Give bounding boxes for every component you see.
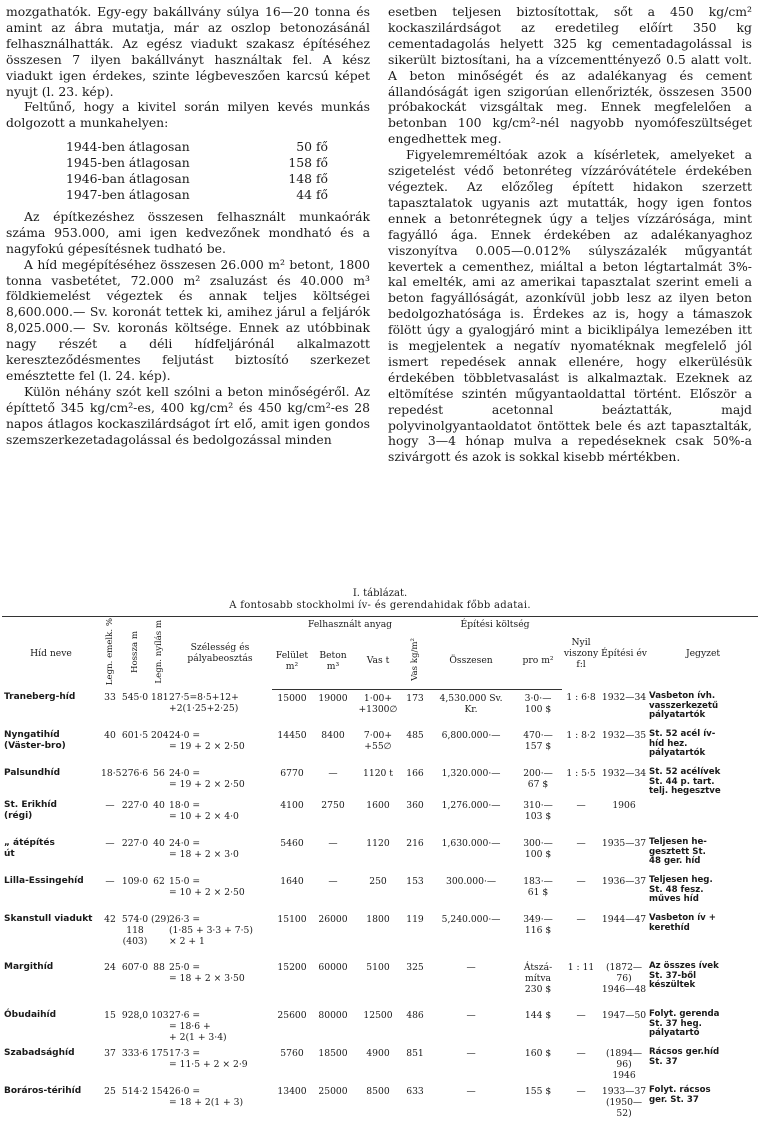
cell-total: 4,530.000 Sv. Kr. xyxy=(439,692,503,715)
header-ratio: Nyil viszony f:l xyxy=(562,617,600,690)
cell-length: 276·6 xyxy=(121,768,149,780)
cell-steel-per: 119 xyxy=(406,913,424,925)
cell-width: 15·0 = = 10 + 2 × 2·50 xyxy=(169,875,245,898)
cell-length: 109·0 xyxy=(121,875,149,887)
cell-length: 227·0 xyxy=(121,837,149,849)
stats-row xyxy=(66,155,328,171)
cell-steel-per: 166 xyxy=(406,768,424,780)
cell-ratio: — xyxy=(576,1047,586,1059)
cell-concrete: 25000 xyxy=(318,1085,348,1097)
cell-width: 24·0 = = 18 + 2 × 3·0 xyxy=(169,837,239,860)
cell-note: Teljesen heg. St. 48 fesz. műves híd xyxy=(649,874,713,905)
cell-surface: 5460 xyxy=(280,837,304,849)
cell-surface: 14450 xyxy=(277,730,307,742)
cell-surface: 4100 xyxy=(280,799,304,811)
table-row xyxy=(2,765,758,797)
cell-incline: 37 xyxy=(104,1047,116,1059)
body-text xyxy=(6,4,756,576)
cell-span: 62 xyxy=(153,875,165,887)
cell-name: Nyngatihíd (Väster-bro) xyxy=(4,730,66,752)
cell-note: Az összes ívek St. 37-ből készültek xyxy=(649,960,719,991)
bridges-table xyxy=(2,616,758,1121)
table-row xyxy=(2,873,758,911)
cell-total: 300.000·— xyxy=(445,875,497,887)
stats-label: 1946-ban átlagosan xyxy=(66,171,190,187)
table-caption xyxy=(0,588,760,612)
header-span: Legn. nyílás m xyxy=(150,617,168,690)
stats-label: 1947-ben átlagosan xyxy=(66,186,190,202)
cell-total: 6,800.000·— xyxy=(441,730,501,742)
cell-year: (1872—76) 1946—48 xyxy=(601,961,647,995)
workers-stats xyxy=(66,139,328,203)
cell-width: 27·5=8·5+12+ +2(1·25+2·25) xyxy=(169,692,239,715)
cell-length: 545·0 xyxy=(121,692,149,704)
cell-steel: 250 xyxy=(369,875,387,887)
cell-width: 18·0 = = 10 + 2 × 4·0 xyxy=(169,799,239,822)
cell-surface: 25600 xyxy=(277,1009,307,1021)
cell-surface: 6770 xyxy=(280,768,304,780)
cell-total: 5,240.000·— xyxy=(441,913,501,925)
cell-name: Óbudaihíd xyxy=(4,1009,57,1020)
cell-concrete: 19000 xyxy=(318,692,348,704)
stats-value: 44 fő xyxy=(296,186,328,202)
cell-ratio: — xyxy=(576,799,586,811)
table-row xyxy=(2,835,758,873)
cell-note: St. 52 acélívek St. 44 p. tart. telj. hegesztve xyxy=(649,767,721,797)
paragraph: Az építkezéshez összesen felhasznált munkaórák száma 953.000, ami igen kedvezőnek mondható és a nagyfokú gépesítésnek tudható be. xyxy=(6,208,370,256)
cell-total: — xyxy=(466,1009,476,1021)
table-row xyxy=(2,1083,758,1121)
cell-ratio: — xyxy=(576,1085,586,1097)
stats-label: 1945-ben átlagosan xyxy=(66,155,190,171)
cell-width: 25·0 = = 18 + 2 × 3·50 xyxy=(169,961,245,984)
table-row xyxy=(2,911,758,959)
cell-per-m2: 349·— 116 $ xyxy=(523,913,553,936)
cell-surface: 15200 xyxy=(277,961,307,973)
cell-name: Szabadsághíd xyxy=(4,1047,75,1058)
right-column xyxy=(388,4,752,465)
cell-steel: 1600 xyxy=(366,799,390,811)
cell-total: — xyxy=(466,1047,476,1059)
cell-year: (1894—96) 1946 xyxy=(605,1047,643,1081)
stats-row xyxy=(66,171,328,187)
table-row xyxy=(2,1007,758,1045)
paragraph: Külön néhány szót kell szólni a beton minőségéről. Az építtető 345 kg/cm²-es, 400 kg/cm² és 450 kg/cm²-es 28 napos átlagos kockaszilárdságot írt elő, amit igen gondos szemszerkezetadagolással és bedolgozással minden xyxy=(6,383,370,447)
cell-concrete: 2750 xyxy=(321,799,345,811)
cell-concrete: 80000 xyxy=(318,1009,348,1021)
cell-concrete: — xyxy=(328,768,338,780)
cell-name: Traneberg-híd xyxy=(4,692,76,703)
cell-per-m2: 160 $ xyxy=(524,1047,552,1059)
table-title: A fontosabb stockholmi ív- és gerendahidak főbb adatai. xyxy=(229,600,531,611)
cell-steel-per: 325 xyxy=(406,961,424,973)
cell-incline: 25 xyxy=(104,1085,116,1097)
cell-steel-per: 486 xyxy=(406,1009,424,1021)
cell-per-m2: 470·— 157 $ xyxy=(523,730,553,753)
cell-span: 175 xyxy=(151,1047,169,1059)
cell-steel-per: 216 xyxy=(406,837,424,849)
cell-span: 181 xyxy=(151,692,169,704)
header-steel: Vas t xyxy=(354,632,402,689)
paragraph: esetben teljesen biztosítottak, sőt a 450 kg/cm² kockaszilárdságot az eredetileg előírt 350 kg cementadagolás helyett 325 kg cementadagolással is sikerült biztosítani, ha a vízcementtényező 0.5 alatt volt. A beton minőségét és az adalékanyag és cement állandóságát igen szigorúan ellenőrizték, összesen 3500 próbakockát vizsgáltak meg. Ennek megfelelően a betonban 100 kg/cm²-nél nagyobb nyomófeszültséget engedhettek meg. xyxy=(388,4,752,147)
cell-width: 17·3 = = 11·5 + 2 × 2·9 xyxy=(169,1047,248,1070)
cell-year: 1936—37 xyxy=(601,875,647,887)
cell-concrete: — xyxy=(328,875,338,887)
cell-name: Margithíd xyxy=(4,961,54,972)
stats-row xyxy=(66,187,328,203)
cell-width: 26·3 = (1·85 + 3·3 + 7·5) × 2 + 1 xyxy=(169,913,253,947)
cell-year: 1933—37 (1950—52) xyxy=(601,1085,647,1119)
cell-steel-per: 173 xyxy=(406,692,424,704)
header-surface: Felület m² xyxy=(272,632,312,689)
cell-steel-per: 851 xyxy=(406,1047,424,1059)
cell-per-m2: 300·— 100 $ xyxy=(523,837,553,860)
cell-name: „ átépítés út xyxy=(4,837,55,859)
cell-width: 24·0 = = 19 + 2 × 2·50 xyxy=(169,730,245,753)
header-note: Jegyzet xyxy=(648,617,758,690)
header-material-group: Felhasznált anyag xyxy=(272,617,428,633)
cell-concrete: — xyxy=(328,837,338,849)
paragraph: Feltűnő, hogy a kivitel során milyen kevés munkás dolgozott a munkahelyen: xyxy=(6,99,370,131)
cell-steel: 1800 xyxy=(366,913,390,925)
cell-width: 26·0 = = 18 + 2(1 + 3) xyxy=(169,1085,244,1108)
header-concrete: Beton m³ xyxy=(312,632,354,689)
cell-surface: 13400 xyxy=(277,1085,307,1097)
header-total: Összesen xyxy=(428,632,514,689)
cell-ratio: 1 : 11 xyxy=(567,961,595,973)
stats-value: 158 fő xyxy=(288,155,328,171)
cell-incline: 33 xyxy=(104,692,116,704)
cell-note: Vasbeton ívh. vasszerkezetű pályatartók xyxy=(649,691,719,721)
cell-per-m2: 155 $ xyxy=(524,1085,552,1097)
cell-incline: 24 xyxy=(104,961,116,973)
cell-length: 227·0 xyxy=(121,799,149,811)
cell-per-m2: Átszá- mítva 230 $ xyxy=(523,961,553,995)
cell-steel: 12500 xyxy=(363,1009,393,1021)
cell-year: 1906 xyxy=(612,799,636,811)
cell-span: (29) xyxy=(151,913,170,925)
stats-label: 1944-ben átlagosan xyxy=(66,139,190,155)
cell-steel-per: 153 xyxy=(406,875,424,887)
cell-year: 1932—35 xyxy=(601,730,647,742)
header-cost-group: Építési költség xyxy=(428,617,562,633)
cell-steel-per: 633 xyxy=(406,1085,424,1097)
cell-year: 1932—34 xyxy=(601,768,647,780)
cell-ratio: 1 : 6·8 xyxy=(566,692,596,704)
cell-length: 333·6 xyxy=(121,1047,149,1059)
cell-year: 1947—50 xyxy=(601,1009,647,1021)
table-row xyxy=(2,959,758,1007)
cell-concrete: 18500 xyxy=(318,1047,348,1059)
table-row xyxy=(2,727,758,765)
cell-surface: 5760 xyxy=(280,1047,304,1059)
stats-row xyxy=(66,139,328,155)
cell-span: 154 xyxy=(151,1085,169,1097)
paragraph: Figyelemreméltóak azok a kísérletek, amelyeket a szigetelést védő betonréteg vízzáróvátétele érdekében végeztek. Az előzőleg épített hidakon szerzett tapasztalatok ugyanis azt mutatták, hogy igen fontos ennek a betonrétegnek úgy a teljes vízzárósága, mint fagyálló ága. Ennek érdekében az adalékanyaghoz viszonyítva 0.005—0.012% súlyszázalék műgyantát kevertek a cementhez, miáltal a beton légtartalmát 3%-kal emelték, ami az amerikai tapasztalat szerint emeli a beton fagyállóságát, azonkívül jobb lesz az ilyen beton bedolgozhatósága is. Érdekes az is, hogy a támaszok fölött úgy a gyalogjáró mint a biciklipálya lemezében itt is megjelentek a negatív nyomatéknak megfelelő jól ismert repedések annak ellenére, hogy elkerülésük érdekében többletvasalást is alkalmaztak. Ezeknek az eltömítése szintén műgyantaoldattal történt. Először a repedést acetonnal beáztatták, majd polyvinolgyantaoldatot öntöttek bele és azt tapasztalták, hogy 3—4 hónap mulva a repedéseknek csak 50%-a szivárgott és azok is sokkal kisebb mértékben. xyxy=(388,147,752,465)
table-row xyxy=(2,797,758,835)
cell-surface: 15100 xyxy=(277,913,307,925)
table-row xyxy=(2,689,758,727)
cell-length: 607·0 xyxy=(121,961,149,973)
cell-steel: 1120 xyxy=(366,837,390,849)
cell-note: St. 52 acél ív- híd hez. pályatartók xyxy=(649,729,716,759)
cell-steel: 1120 t xyxy=(363,768,393,780)
cell-per-m2: 200·— 67 $ xyxy=(523,768,553,791)
cell-note: Rácsos ger.híd St. 37 xyxy=(649,1046,720,1067)
cell-concrete: 26000 xyxy=(318,913,348,925)
cell-ratio: — xyxy=(576,875,586,887)
cell-length: 574·0 118 (403) xyxy=(121,913,149,947)
cell-total: — xyxy=(466,1085,476,1097)
paragraph: mozgathatók. Egy-egy bakállvány súlya 16—20 tonna és amint az ábra mutatja, már az oszlop betonozásánál felhasználhatták. Az egész viadukt szakasz építéséhez összesen 7 ilyen bakállványt használtak fel. A kész viadukt igen érdekes, szinte légbeveszően karcsú képet nyujt (l. 23. kép). xyxy=(6,4,370,99)
paragraph: A híd megépítéséhez összesen 26.000 m² betont, 1800 tonna vasbetétet, 72.000 m² zsaluzást és 40.000 m³ földkiemelést végeztek és annak teljes költségei 8,600.000.— Sv. koronát tettek ki, amihez járul a feljárók 8,025.000.— Sv. koronás költsége. Ennek az utóbbinak nagy részét a déli hídfeljárónál alkalmazott kereszteződésmentes feljutást biztosító szerkezet emésztette fel (l. 24. kép). xyxy=(6,256,370,383)
cell-ratio: — xyxy=(576,837,586,849)
cell-total: 1,320.000·— xyxy=(441,768,501,780)
stats-value: 148 fő xyxy=(288,171,328,187)
cell-per-m2: 310·— 103 $ xyxy=(523,799,553,822)
cell-total: — xyxy=(466,961,476,973)
cell-steel: 8500 xyxy=(366,1085,390,1097)
header-width: Szélesség és pályabeosztás xyxy=(168,617,272,690)
cell-note: Folyt. gerenda St. 37 heg. pályatartó xyxy=(649,1008,720,1039)
cell-ratio: — xyxy=(576,913,586,925)
cell-concrete: 8400 xyxy=(321,730,345,742)
cell-ratio: — xyxy=(576,1009,586,1021)
cell-per-m2: 183·— 61 $ xyxy=(523,875,553,898)
cell-length: 928,0 xyxy=(121,1009,149,1021)
cell-year: 1935—37 xyxy=(601,837,647,849)
cell-note xyxy=(648,797,758,835)
cell-incline: — xyxy=(105,799,115,811)
cell-ratio: 1 : 8·2 xyxy=(566,730,596,742)
cell-name: St. Erikhíd (régi) xyxy=(4,799,57,821)
cell-span: 204 xyxy=(151,730,169,742)
left-column xyxy=(6,4,370,447)
cell-incline: 15 xyxy=(104,1009,116,1021)
cell-span: 40 xyxy=(153,799,165,811)
cell-ratio: 1 : 5·5 xyxy=(566,768,596,780)
cell-incline: 40 xyxy=(104,730,116,742)
cell-incline: 18·5 xyxy=(101,768,122,780)
cell-length: 514·2 xyxy=(121,1085,149,1097)
cell-span: 56 xyxy=(153,768,165,780)
cell-steel: 4900 xyxy=(366,1047,390,1059)
cell-name: Palsundhíd xyxy=(4,768,61,779)
cell-steel: 1·00+ +1300∅ xyxy=(358,692,398,715)
header-length: Hossza m xyxy=(120,617,150,690)
cell-surface: 15000 xyxy=(277,692,307,704)
header-steel-per: Vas kg/m² xyxy=(402,632,428,689)
cell-name: Lilla-Essingehíd xyxy=(4,875,84,886)
cell-surface: 1640 xyxy=(280,875,304,887)
cell-incline: — xyxy=(105,875,115,887)
cell-span: 103 xyxy=(151,1009,169,1021)
cell-name: Boráros-térihíd xyxy=(4,1085,82,1096)
cell-per-m2: 3·0·— 100 $ xyxy=(524,692,552,715)
cell-note: Teljesen he- gesztett St. 48 ger. híd xyxy=(649,836,707,867)
cell-steel: 7·00+ +55∅ xyxy=(363,730,393,753)
table-row xyxy=(2,1045,758,1083)
cell-year: 1932—34 xyxy=(601,692,647,704)
cell-note: Vasbeton ív + kerethíd xyxy=(649,912,716,933)
cell-name: Skanstull viadukt xyxy=(4,913,93,924)
header-per-m2: pro m² xyxy=(514,632,562,689)
header-name: Híd neve xyxy=(2,617,100,690)
cell-per-m2: 144 $ xyxy=(524,1009,552,1021)
cell-incline: 42 xyxy=(104,913,116,925)
cell-steel: 5100 xyxy=(366,961,390,973)
cell-width: 24·0 = = 19 + 2 × 2·50 xyxy=(169,768,245,791)
cell-total: 1,630.000·— xyxy=(441,837,501,849)
stats-value: 50 fő xyxy=(296,139,328,155)
cell-total: 1,276.000·— xyxy=(441,799,501,811)
cell-note: Folyt. rácsos ger. St. 37 xyxy=(649,1084,711,1105)
cell-concrete: 60000 xyxy=(318,961,348,973)
cell-width: 27·6 = = 18·6 + + 2(1 + 3·4) xyxy=(169,1009,227,1043)
cell-steel-per: 360 xyxy=(406,799,424,811)
cell-span: 88 xyxy=(153,961,165,973)
header-year: Építési év xyxy=(600,617,648,690)
cell-span: 40 xyxy=(153,837,165,849)
cell-incline: — xyxy=(105,837,115,849)
cell-length: 601·5 xyxy=(121,730,149,742)
cell-steel-per: 485 xyxy=(406,730,424,742)
cell-year: 1944—47 xyxy=(601,913,647,925)
header-incline: Legn. emelk. % xyxy=(100,617,120,690)
table-number: I. táblázat. xyxy=(352,588,408,599)
